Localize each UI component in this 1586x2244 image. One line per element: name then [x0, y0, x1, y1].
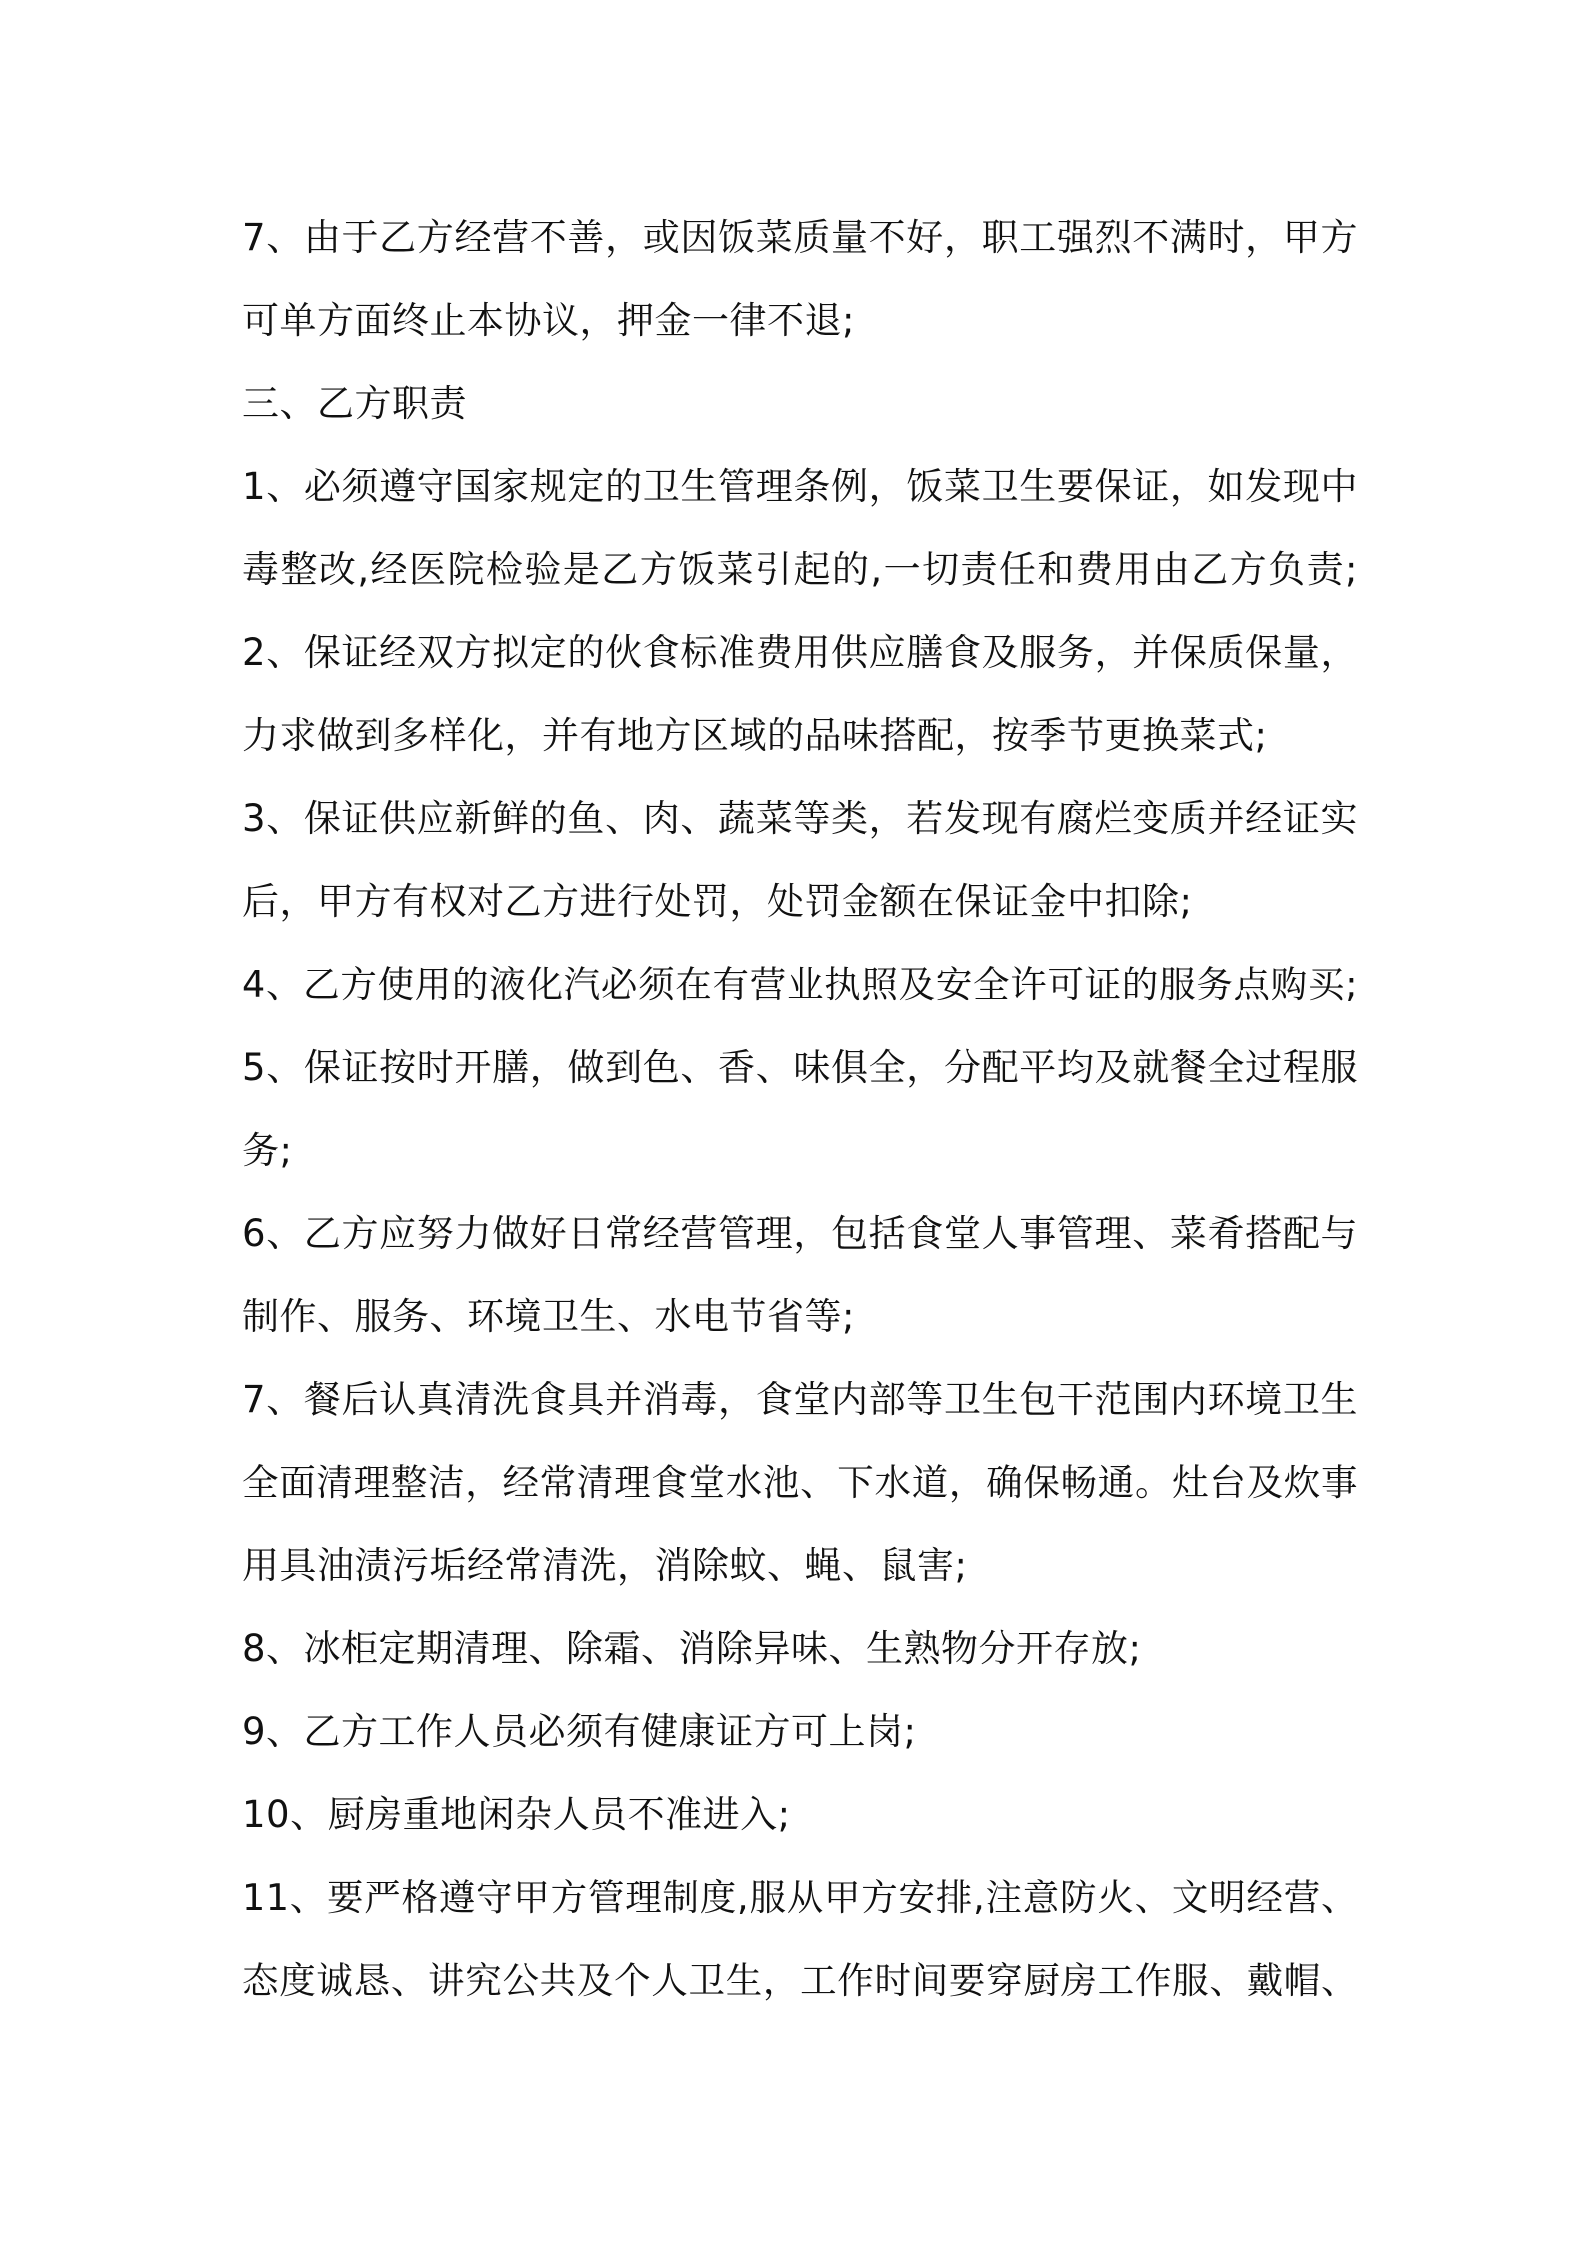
duty-7-line-2: 全面清理整洁，经常清理食堂水池、下水道，确保畅通。灶台及炊事	[242, 1461, 1358, 1504]
duty-6-line-1: 6、乙方应努力做好日常经营管理，包括食堂人事管理、菜肴搭配与	[242, 1212, 1358, 1255]
duty-7-line-1: 7、餐后认真清洗食具并消毒，食堂内部等卫生包干范围内环境卫生	[242, 1378, 1358, 1421]
duty-10-line-1: 10、厨房重地闲杂人员不准进入;	[242, 1793, 791, 1836]
duty-5-line-2: 务;	[242, 1129, 293, 1172]
duty-9-line-1: 9、乙方工作人员必须有健康证方可上岗;	[242, 1710, 917, 1753]
duty-2-line-2: 力求做到多样化，并有地方区域的品味搭配，按季节更换菜式;	[242, 714, 1268, 757]
duty-8-line-1: 8、冰柜定期清理、除霜、消除异味、生熟物分开存放;	[242, 1627, 1142, 1670]
duty-11-line-1: 11、要严格遵守甲方管理制度,服从甲方安排,注意防火、文明经营、	[242, 1876, 1358, 1919]
clause-7-line-2: 可单方面终止本协议，押金一律不退;	[242, 299, 855, 342]
duty-2-line-1: 2、保证经双方拟定的伙食标准费用供应膳食及服务，并保质保量，	[242, 631, 1358, 674]
duty-4-line-1: 4、乙方使用的液化汽必须在有营业执照及安全许可证的服务点购买;	[242, 963, 1358, 1006]
duty-3-line-1: 3、保证供应新鲜的鱼、肉、蔬菜等类，若发现有腐烂变质并经证实	[242, 797, 1358, 840]
duty-1-line-1: 1、必须遵守国家规定的卫生管理条例，饭菜卫生要保证，如发现中	[242, 465, 1358, 508]
clause-7-line-1: 7、由于乙方经营不善，或因饭菜质量不好，职工强烈不满时，甲方	[242, 216, 1358, 259]
duty-6-line-2: 制作、服务、环境卫生、水电节省等;	[242, 1295, 855, 1338]
document-body	[242, 196, 1358, 2022]
duty-5-line-1: 5、保证按时开膳，做到色、香、味俱全，分配平均及就餐全过程服	[242, 1046, 1358, 1089]
duty-1-line-2: 毒整改,经医院检验是乙方饭菜引起的,一切责任和费用由乙方负责;	[242, 548, 1358, 591]
section-heading-party-b-duties: 三、乙方职责	[242, 382, 467, 425]
duty-7-line-3: 用具油渍污垢经常清洗，消除蚊、蝇、鼠害;	[242, 1544, 968, 1587]
duty-3-line-2: 后，甲方有权对乙方进行处罚，处罚金额在保证金中扣除;	[242, 880, 1193, 923]
duty-11-line-2: 态度诚恳、讲究公共及个人卫生，工作时间要穿厨房工作服、戴帽、	[242, 1959, 1358, 2002]
